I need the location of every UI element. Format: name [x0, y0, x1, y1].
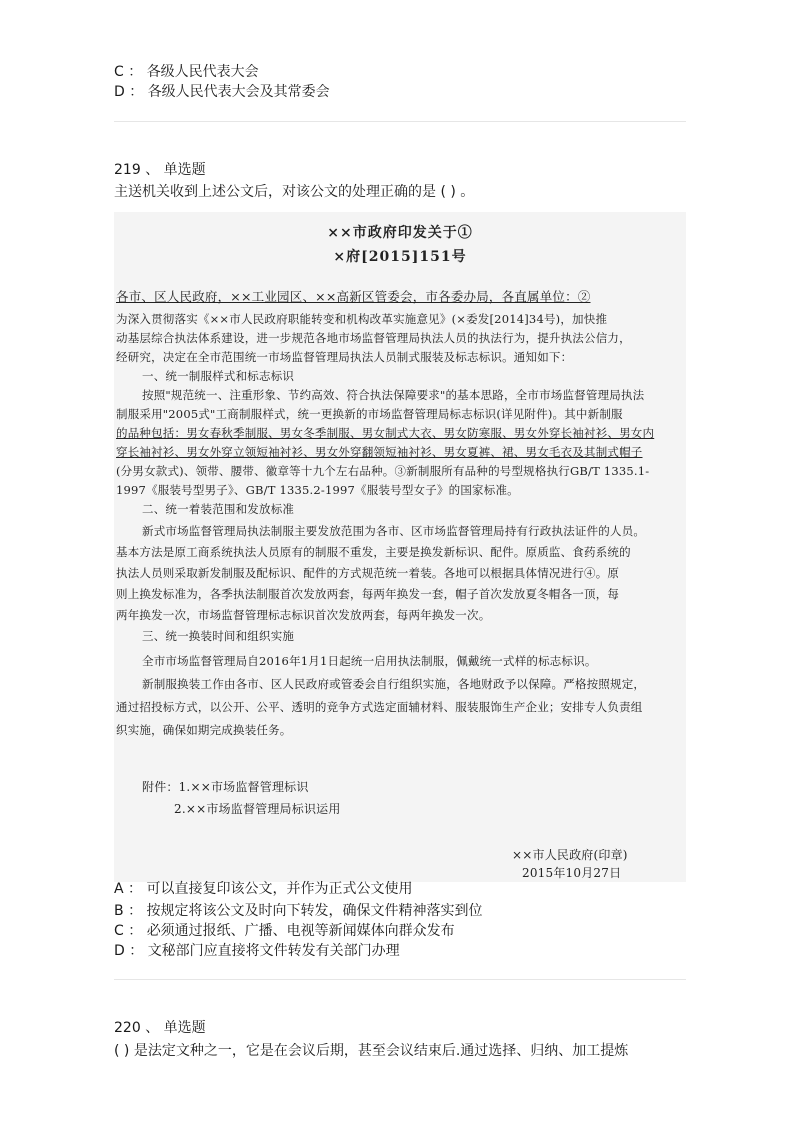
question-stem: 主送机关收到上述公文后，对该公文的处理正确的是 ( ) 。	[114, 184, 475, 200]
doc-line: 执法人员则采取新发制服及配标识、配件的方式规范统一着装。各地可以根据具体情况进行④。原	[116, 566, 620, 580]
option-key: B	[114, 903, 124, 919]
option-c	[114, 921, 455, 941]
option-key: C	[114, 64, 124, 80]
doc-line: 的品种包括：男女春秋季制服、男女冬季制服、男女制式大衣、男女防寒服、男女外穿长袖衬衫、男女内	[116, 426, 655, 440]
doc-line: 为深入贯彻落实《××市人民政府职能转变和机构改革实施意见》(×委发[2014]34号)，加快推	[116, 312, 608, 326]
doc-heading: 二、统一着装范围和发放标准	[142, 502, 295, 516]
doc-title: ××市政府印发关于①	[327, 225, 473, 241]
doc-heading: 一、统一制服样式和标志标识	[142, 369, 295, 383]
doc-line: 织实施，确保如期完成换装任务。	[116, 723, 292, 737]
question-type: 、 单选题	[145, 162, 206, 178]
option-text: 可以直接复印该公文，并作为正式公文使用	[146, 881, 413, 897]
option-sep: ：	[128, 903, 143, 919]
divider	[114, 121, 686, 122]
doc-addressee: 各市、区人民政府，××工业园区、××高新区管委会，市各委办局，各直属单位：②	[116, 289, 591, 304]
doc-line: 经研究，决定在全市范围统一市场监督管理局执法人员制式服装及标志标识。通知如下：	[116, 350, 573, 364]
option-a	[114, 879, 412, 899]
doc-issuer: ××市人民政府(印章)	[512, 848, 628, 862]
option-text: 各级人民代表大会	[146, 64, 259, 80]
doc-attachment: 附件：1.××市场监督管理标识	[142, 780, 309, 794]
option-sep: ：	[129, 943, 144, 959]
doc-line: 通过招投标方式，以公开、公平、透明的竞争方式选定面辅材料、服装服饰生产企业；安排专人负责组	[116, 700, 643, 714]
doc-line: 基本方法是原工商系统执法人员原有的制服不重发，主要是换发新标识、配件。原质监、食药系统的	[116, 545, 631, 559]
question-stem: ( ) 是法定文种之一，它是在会议后期，甚至会议结束后.通过选择、归纳、加工提炼	[114, 1043, 629, 1059]
option-text: 各级人民代表大会及其常委会	[147, 84, 330, 100]
doc-line: 新式市场监督管理局执法制服主要发放范围为各市、区市场监督管理局持有行政执法证件的人员。	[142, 524, 646, 538]
question-number: 220	[114, 1020, 141, 1036]
option-key: D	[114, 943, 125, 959]
option-sep: ：	[128, 64, 143, 80]
option-key: C	[114, 923, 124, 939]
option-text: 必须通过报纸、广播、电视等新闻媒体向群众发布	[146, 923, 455, 939]
doc-line: 则上换发标准为，各季执法制服首次发放两套，每两年换发一套，帽子首次发放夏冬帽各一顶，每	[116, 587, 620, 601]
option-sep: ：	[128, 923, 143, 939]
option-key: D	[114, 84, 125, 100]
question-number: 219	[114, 162, 141, 178]
doc-line: 全市市场监督管理局自2016年1月1日起统一启用执法制服，佩戴统一式样的标志标识。	[142, 654, 597, 668]
doc-line: 穿长袖衬衫、男女外穿立领短袖衬衫、男女外穿翻领短袖衬衫、男女夏裤、裙、男女毛衣及其制式帽子	[116, 445, 643, 459]
option-d	[114, 941, 400, 961]
doc-line: 两年换发一次，市场监督管理标志标识首次发放两套，每两年换发一次。	[116, 608, 491, 622]
option-key: A	[114, 881, 124, 897]
option-sep: ：	[129, 84, 144, 100]
option-text: 按规定将该公文及时向下转发，确保文件精神落实到位	[146, 903, 483, 919]
question-header	[114, 160, 206, 180]
option-sep: ：	[128, 881, 143, 897]
option-text: 文秘部门应直接将文件转发有关部门办理	[147, 943, 400, 959]
question-header	[114, 1018, 206, 1038]
doc-heading: 三、统一换装时间和组织实施	[142, 629, 295, 643]
option-b	[114, 901, 483, 921]
doc-line: 动基层综合执法体系建设，进一步规范各地市场监督管理局执法人员的执法行为，提升执法公信力，	[116, 331, 631, 345]
doc-line: 新制服换装工作由各市、区人民政府或管委会自行组织实施，各地财政予以保障。严格按照规定，	[142, 677, 646, 691]
scanned-document	[114, 212, 686, 882]
doc-number: ×府[2015]151号	[333, 249, 467, 265]
option-d	[114, 82, 330, 102]
doc-line: 1997《服装号型男子》、GB/T 1335.2-1997《服装号型女子》的国家标准。	[116, 483, 519, 497]
divider	[114, 979, 686, 980]
option-c	[114, 62, 259, 82]
doc-line: (分男女款式)、领带、腰带、徽章等十九个左右品种。③新制服所有品种的号型规格执行GB/T 1335.1-	[116, 464, 650, 478]
doc-attachment-2: 2.××市场监督管理局标识运用	[174, 802, 341, 816]
doc-date: 2015年10月27日	[522, 866, 622, 880]
question-type: 、 单选题	[145, 1020, 206, 1036]
doc-line: 制服采用"2005式"工商制服样式，统一更换新的市场监督管理局标志标识(详见附件)。其中新制服	[116, 407, 623, 421]
doc-line: 按照"规范统一、注重形象、节约高效、符合执法保障要求"的基本思路，全市市场监督管理局执法	[142, 388, 645, 402]
